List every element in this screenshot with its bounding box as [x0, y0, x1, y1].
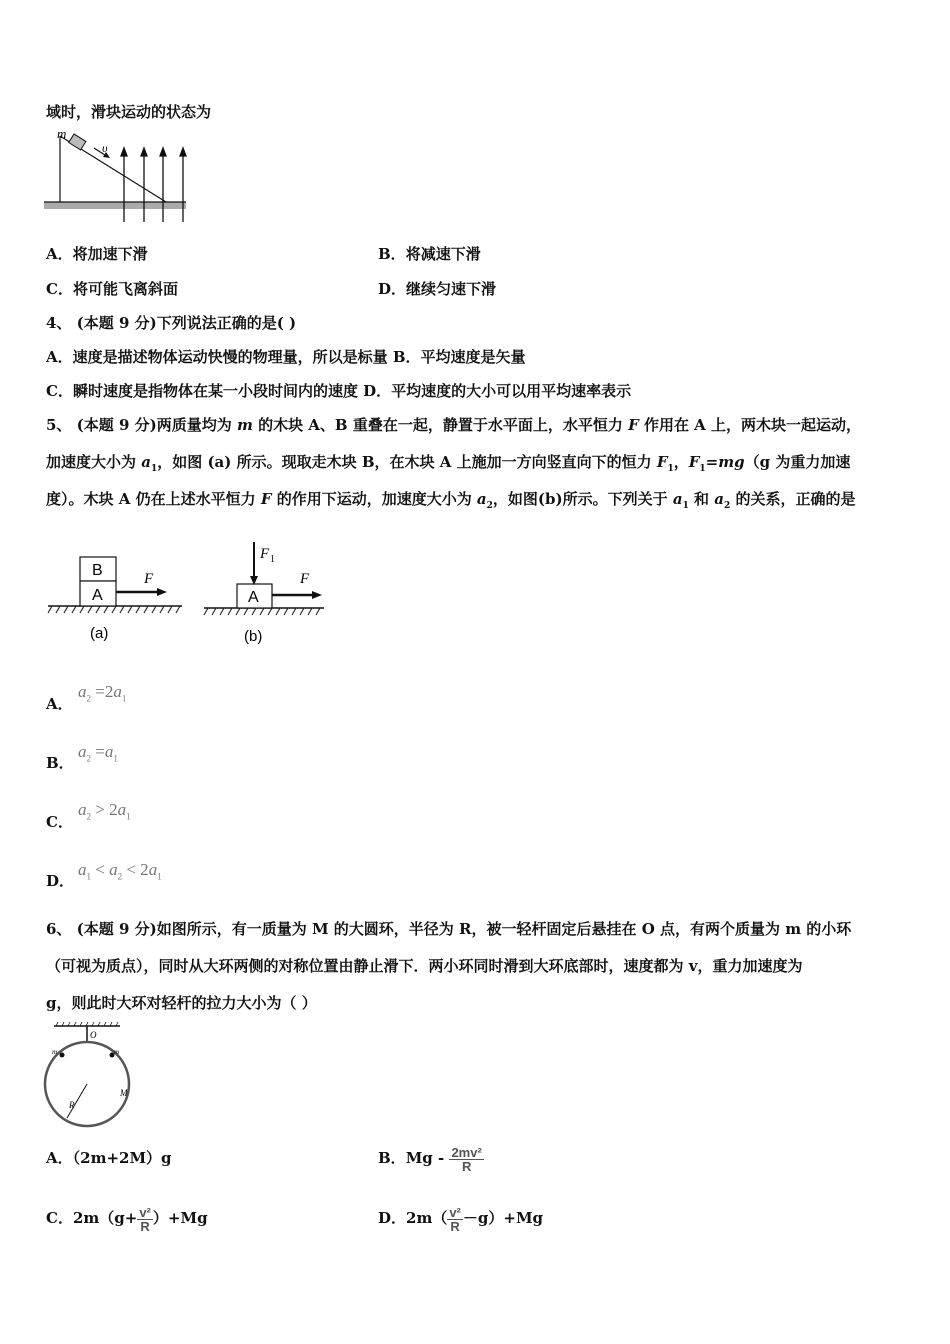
q3-option-a[interactable]: A．将加速下滑 [46, 245, 148, 263]
q6-stem-line1: 6、 (本题 9 分)如图所示，有一质量为 M 的大圆环，半径为 R，被一轻杆固定后悬挂在 O 点，有两个质量为 m 的小环 [46, 920, 852, 938]
q3-stem-tail: 域时，滑块运动的状态为 [46, 103, 212, 121]
q5-option-c[interactable]: C． [46, 813, 73, 831]
q5-option-a[interactable]: A． [46, 695, 73, 713]
svg-text:M: M [120, 1088, 128, 1098]
q4-options-line2[interactable]: C．瞬时速度是指物体在某一小段时间内的速度 D．平均速度的大小可以用平均速率表示 [46, 382, 632, 400]
svg-text:F: F [260, 546, 270, 562]
q6-option-c-fraction: $\frac{\text{v²}}{R}$ [139, 1204, 151, 1234]
figure-a [48, 557, 182, 642]
q5-option-c-formula: $a_2 > 2a_1$ [78, 800, 131, 822]
q4-stem: 4、 (本题 9 分)下列说法正确的是( ) [46, 314, 297, 332]
q5-option-d-formula: $a_1 < a_2 < 2a_1$ [78, 860, 162, 882]
q6-option-c[interactable]: C．2m（g+ $\frac{\text{v²}}{R}$ ）+Mg [46, 1204, 208, 1234]
caption-b: (b) [244, 628, 263, 645]
q5-option-a-formula: $a_2 =2a_1$ [78, 682, 127, 704]
incline-magnetic-field-figure [44, 128, 189, 224]
figure-b [204, 542, 324, 645]
small-ring-left [60, 1053, 65, 1058]
q6-stem-line3: g，则此时大环对轻杆的拉力大小为（ ） [46, 994, 317, 1012]
q6-option-b[interactable]: B．Mg - $\frac{\text{2mv²}}{R}$ [378, 1144, 482, 1174]
q5-option-d[interactable]: D． [46, 872, 75, 890]
svg-text:R: R [69, 1100, 75, 1110]
slider-block [69, 134, 86, 150]
q3-option-c[interactable]: C．将可能飞离斜面 [46, 280, 178, 298]
q3-option-b[interactable]: B．将减速下滑 [378, 245, 481, 263]
svg-text:A: A [248, 589, 259, 606]
q5-stem-line3: 度）。木块 A 仍在上述水平恒力 F 的作用下运动，加速度大小为 $a_2$，如图(b)所示。下列关于 $a_1$ 和 $a_2$ 的关系，正确的是 [46, 490, 856, 511]
q6-option-b-fraction: $\frac{\text{2mv²}}{R}$ [451, 1144, 482, 1174]
ground [44, 202, 186, 209]
svg-text:O: O [90, 1030, 97, 1040]
q6-option-a[interactable]: A．（2m+2M）g [46, 1149, 172, 1167]
blocks-figure [44, 538, 334, 648]
svg-text:1: 1 [270, 554, 275, 565]
svg-text:B: B [92, 562, 103, 579]
svg-text:m: m [114, 1048, 120, 1056]
q6-option-d[interactable]: D．2m（ $\frac{\text{v²}}{R}$ －g）+Mg [378, 1204, 544, 1234]
svg-text:A: A [92, 587, 103, 604]
q5-stem-line2: 加速度大小为 $a_1$，如图 (a) 所示。现取走木块 B，在木块 A 上施加一方向竖直向下的恒力 $F_1$，$F_1=mg(g$ 为重力加速 [46, 453, 851, 474]
svg-text:F: F [144, 571, 154, 587]
velocity-label: υ [102, 141, 108, 155]
svg-text:m: m [52, 1048, 58, 1056]
q6-stem-line2: （可视为质点），同时从大环两侧的对称位置由静止滑下．两小环同时滑到大环底部时，速度都为 v，重力加速度为 [46, 957, 803, 975]
q6-option-d-fraction: $\frac{\text{v²}}{R}$ [449, 1204, 461, 1234]
q5-stem-line1: 5、 (本题 9 分)两质量均为 m 的木块 A、B 重叠在一起，静置于水平面上，水平恒力 F 作用在 A 上，两木块一起运动， [46, 416, 862, 434]
hanging-ring-figure [44, 1022, 144, 1126]
q4-options-line1[interactable]: A．速度是描述物体运动快慢的物理量，所以是标量 B．平均速度是矢量 [46, 348, 526, 366]
field-lines [121, 148, 186, 222]
mass-label: m [57, 126, 67, 141]
q3-option-d[interactable]: D．继续匀速下滑 [378, 280, 497, 298]
caption-a: (a) [90, 625, 109, 642]
q5-option-b[interactable]: B． [46, 754, 74, 772]
q5-option-b-formula: $a_2 =a_1$ [78, 742, 118, 764]
svg-text:F: F [300, 571, 310, 587]
